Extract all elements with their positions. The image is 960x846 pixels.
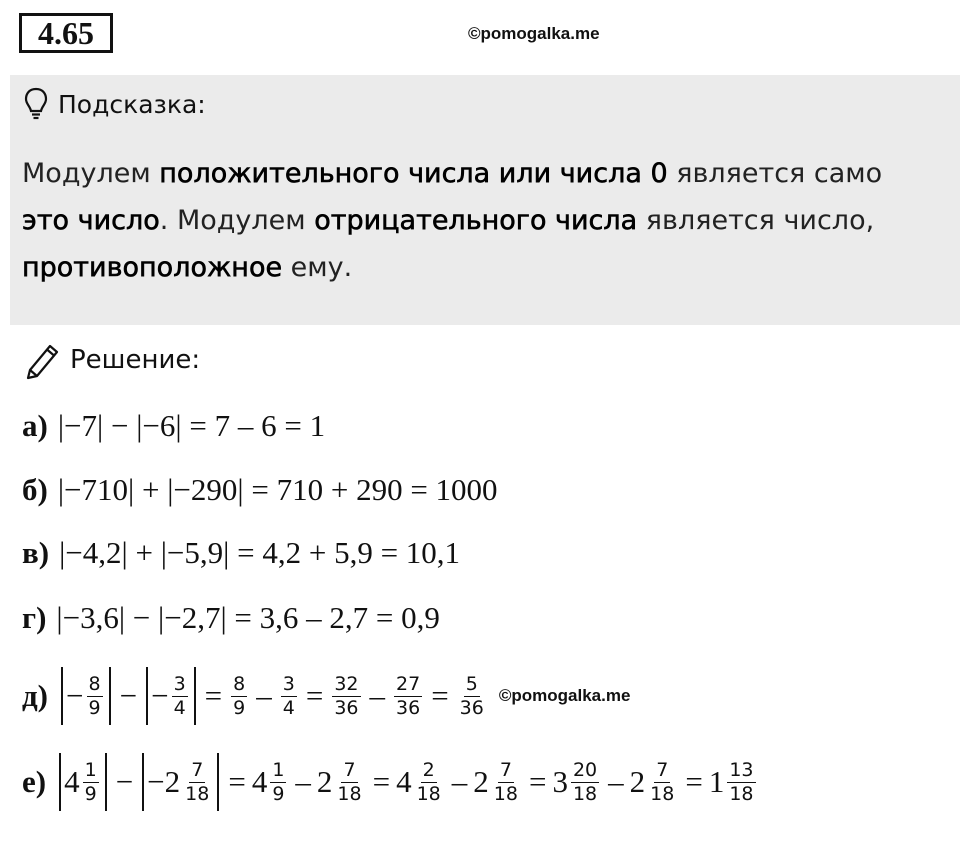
solution-title: Решение:: [70, 345, 201, 375]
hint-part-bold: противоположное: [22, 252, 283, 283]
operator: –: [369, 678, 385, 713]
minus-sign: −: [66, 678, 84, 713]
row-expression: |−4,2| + |−5,9| = 4,2 + 5,9 = 10,1: [59, 535, 461, 570]
solution-row-a: [22, 408, 325, 444]
operator: =: [685, 764, 703, 799]
abs-bar: [217, 753, 219, 811]
operator: –: [451, 764, 468, 799]
row-label: а): [22, 408, 48, 443]
whole-part: 4: [396, 764, 412, 799]
operator: –: [295, 764, 311, 799]
numerator: 13: [729, 758, 754, 781]
whole-part: 4: [64, 764, 80, 799]
numerator: 32: [334, 672, 359, 695]
abs-bar: [59, 753, 61, 811]
operator: =: [228, 764, 246, 799]
row-expression: |−3,6| − |−2,7| = 3,6 – 2,7 = 0,9: [56, 600, 440, 635]
denominator: 36: [459, 696, 484, 719]
denominator: 18: [729, 782, 754, 805]
hint-title: Подсказка:: [58, 89, 206, 119]
whole-part: 4: [251, 764, 268, 799]
row-expression: |−710| + |−290| = 710 + 290 = 1000: [57, 472, 498, 507]
solution-row-v: [22, 535, 460, 571]
solution-row-e: [22, 750, 759, 814]
row-label: б): [22, 472, 48, 507]
fraction: [83, 760, 99, 805]
numerator: 20: [572, 758, 598, 781]
solution-header: [22, 340, 200, 380]
numerator: 27: [396, 672, 421, 695]
row-label: д): [22, 678, 49, 713]
operator: =: [305, 678, 324, 713]
denominator: 18: [337, 782, 362, 805]
hint-part-bold: отрицательного числа: [314, 205, 638, 236]
denominator: 36: [334, 696, 359, 719]
minus-sign: −: [151, 678, 169, 713]
denominator: 9: [88, 696, 101, 719]
fraction: [458, 674, 486, 719]
whole-part: −2: [147, 764, 181, 799]
fraction: [648, 760, 676, 805]
denominator: 18: [572, 782, 598, 805]
row-label: в): [22, 535, 50, 570]
abs-bar: [146, 667, 148, 725]
fraction: [492, 760, 520, 805]
numerator: 3: [282, 672, 295, 695]
numerator: 7: [656, 758, 669, 781]
operator: =: [528, 764, 547, 799]
numerator: 5: [465, 672, 478, 695]
hint-part: является само: [667, 158, 883, 189]
abs-bar: [194, 667, 196, 725]
hint-text: [22, 150, 952, 291]
numerator: 8: [233, 672, 246, 695]
denominator: 9: [272, 782, 285, 805]
hint-header: [24, 87, 206, 121]
abs-bar: [105, 753, 107, 811]
hint-part-bold: это число: [22, 205, 160, 236]
numerator: 1: [272, 758, 285, 781]
numerator: 7: [191, 758, 204, 781]
operator: –: [608, 764, 624, 799]
denominator: 9: [233, 696, 246, 719]
operator: −: [115, 764, 134, 799]
abs-bar: [109, 667, 111, 725]
operator: =: [431, 678, 449, 713]
fraction: [281, 674, 297, 719]
row-label: е): [22, 764, 47, 799]
numerator: 1: [84, 758, 97, 781]
whole-part: 2: [629, 764, 646, 799]
hint-part-bold: положительного числа или числа 0: [159, 158, 668, 189]
row-expression: |−7| − |−6| = 7 – 6 = 1: [57, 408, 326, 443]
fraction: [183, 760, 211, 805]
numerator: 8: [88, 672, 101, 695]
numerator: 7: [499, 758, 512, 781]
fraction: [87, 674, 103, 719]
operator: =: [372, 764, 391, 799]
denominator: 18: [493, 782, 518, 805]
fraction: [231, 674, 247, 719]
lightbulb-icon: [24, 87, 48, 121]
denominator: 18: [650, 782, 675, 805]
fraction: [335, 760, 363, 805]
task-number: 4.65: [19, 13, 113, 53]
denominator: 9: [84, 782, 97, 805]
whole-part: 2: [316, 764, 333, 799]
denominator: 18: [416, 782, 441, 805]
solution-row-b: [22, 472, 498, 508]
hint-part: Модулем: [22, 158, 160, 189]
watermark: ©pomogalka.me: [468, 24, 600, 43]
denominator: 4: [282, 696, 295, 719]
fraction: [332, 674, 360, 719]
fraction: [394, 674, 422, 719]
watermark-inline: ©pomogalka.me: [498, 686, 631, 705]
fraction: [415, 760, 443, 805]
hint-part: является число,: [637, 205, 875, 236]
whole-part: 1: [708, 764, 725, 799]
numerator: 3: [173, 672, 186, 695]
hint-part: ему.: [282, 252, 353, 283]
fraction: [270, 760, 286, 805]
denominator: 18: [185, 782, 210, 805]
row-label: г): [22, 600, 47, 635]
hint-part: . Модулем: [159, 205, 315, 236]
abs-bar: [61, 667, 63, 725]
fraction: [172, 674, 188, 719]
operator: =: [204, 678, 223, 713]
whole-part: 3: [552, 764, 568, 799]
solution-row-g: [22, 600, 440, 636]
fraction: [727, 760, 755, 805]
denominator: 4: [173, 696, 186, 719]
numerator: 2: [422, 758, 435, 781]
numerator: 7: [343, 758, 356, 781]
whole-part: 2: [473, 764, 489, 799]
fraction: [571, 760, 599, 805]
pencil-icon: [22, 340, 62, 380]
abs-bar: [142, 753, 144, 811]
operator: −: [119, 678, 138, 713]
denominator: 36: [396, 696, 421, 719]
solution-row-d: [22, 664, 630, 728]
operator: –: [256, 678, 272, 713]
